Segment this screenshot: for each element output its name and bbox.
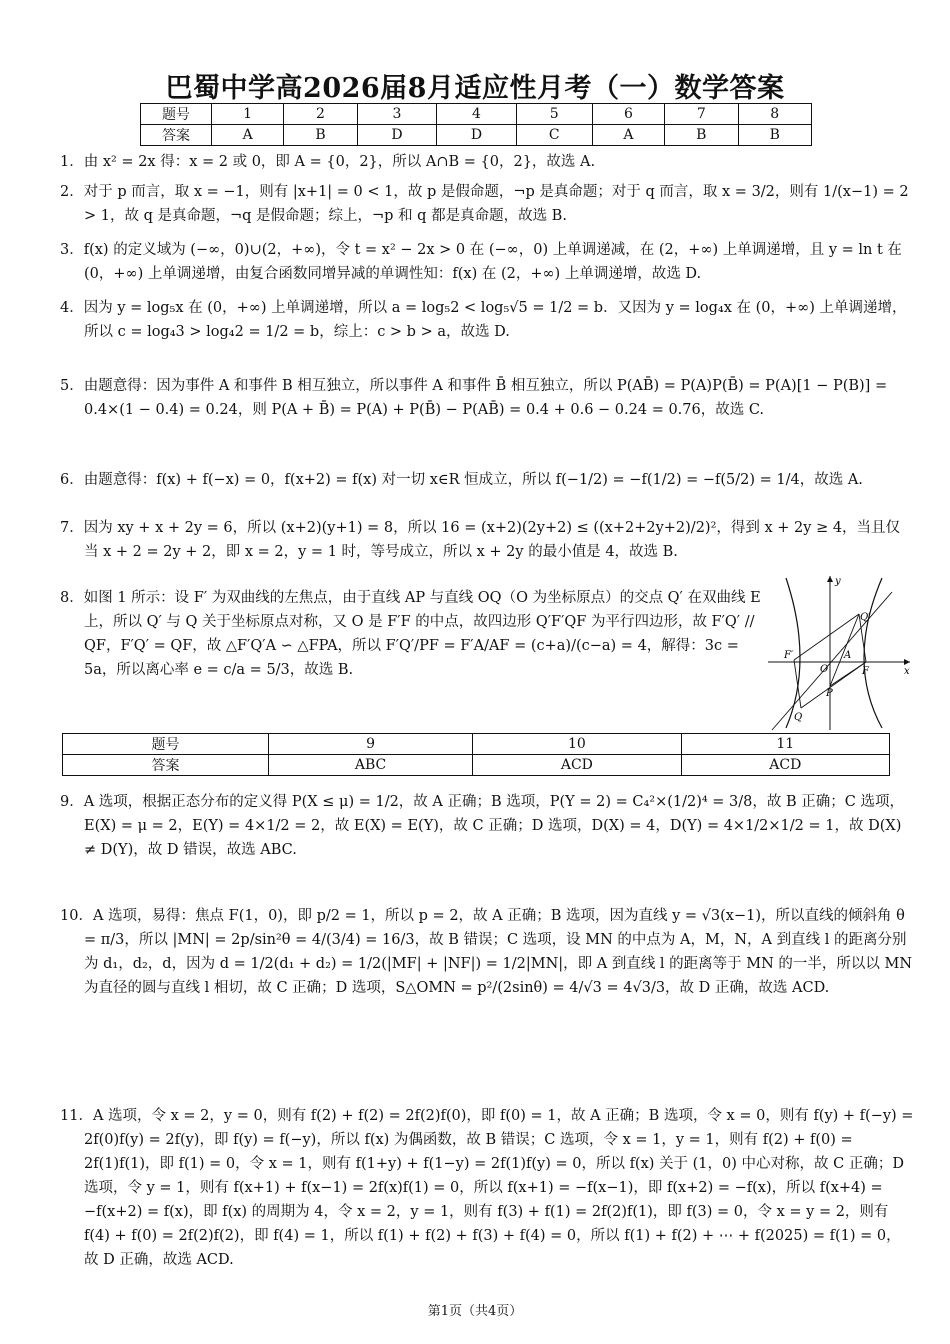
label-A: A: [844, 650, 852, 661]
table-row-numbers: [141, 104, 812, 125]
table-row-answers: [141, 125, 812, 146]
table-cell: D: [357, 125, 437, 146]
page-footer: 第1页（共4页）: [427, 1304, 523, 1319]
x-axis-arrow: [904, 659, 910, 665]
table-cell: B: [738, 125, 811, 146]
solution-10: 10．A 选项，易得：焦点 F(1，0)，即 p/2 = 1，所以 p = 2，故 A 正确；B 选项，因为直线 y = √3(x−1)，所以直线的倾斜角 θ = π/3，所以 |MN| = 2p/sin²θ = 4/(3/4) = 16/3，故 B 错误；C 选项，设 MN 的中点为 A，M，N，A 到直线 l 的距离分别为 d₁，d₂，d，因为 d = 1/2(d₁ + d₂) = 1/2(|MF| + |NF|) = 1/2|MN|，即 A 到直线 l 的距离等于 MN 的一半，所以以 MN 为直径的圆与直线 l 相切，故 C 正确；D 选项，S△OMN = p²/(2sinθ) = 4/√3 = 4√3/3，故 D 正确，故选 ACD.: [60, 908, 917, 996]
label-F: F: [862, 666, 869, 677]
answer-table-2: [62, 733, 890, 776]
table-cell: 7: [665, 104, 738, 125]
solution-6: 6．由题意得：f(x) + f(−x) = 0，f(x+2) = f(x) 对一切 x∈R 恒成立，所以 f(−1/2) = −f(1/2) = −f(5/2) = 1/4，故选 A.: [60, 472, 863, 488]
table-cell: ACD: [681, 755, 889, 776]
table-cell: 11: [681, 734, 889, 755]
line-PF: [830, 662, 866, 686]
solution-7: 7．因为 xy + x + 2y = 6，所以 (x+2)(y+1) = 8，所以 16 = (x+2)(2y+2) ≤ ((x+2+2y+2)/2)²，得到 x + 2y ≥ 4，当且仅当 x + 2 = 2y + 2，即 x = 2，y = 1 时，等号成立，所以 x + 2y 的最小值是 4，故选 B.: [60, 520, 901, 560]
solution-1: 1．由 x² = 2x 得：x = 2 或 0，即 A = {0，2}，所以 A∩B = {0，2}，故选 A.: [60, 154, 596, 170]
table-cell: 4: [437, 104, 517, 125]
label-Q-prime: Q′: [860, 612, 871, 623]
label-O: O: [820, 664, 829, 675]
table-cell: D: [437, 125, 517, 146]
solution-8: 8．如图 1 所示：设 F′ 为双曲线的左焦点，由于直线 AP 与直线 OQ（O 为坐标原点）的交点 Q′ 在双曲线 E 上，所以 Q′ 与 Q 关于坐标原点对称，又 O 是 F′F 的中点，故四边形 Q′F′QF 为平行四边形，故 F′Q′ // QF，F′Q′ = QF，故 △F′Q′A ∽ △FPA，所以 F′Q′/PF = F′A/AF = (c+a)/(c−a) = 4，解得：3c = 5a，所以离心率 e = c/a = 5/3，故选 B.: [60, 590, 766, 678]
table-cell: 5: [516, 104, 592, 125]
answer-table-1: [140, 103, 812, 146]
table-cell: 9: [269, 734, 473, 755]
label-F-prime: F′: [784, 650, 794, 661]
table-cell: 8: [738, 104, 811, 125]
hyperbola-figure: [764, 572, 914, 732]
label-Q: Q: [794, 712, 803, 723]
table-cell: 1: [212, 104, 284, 125]
row-label: 题号: [63, 734, 269, 755]
table-cell: B: [284, 125, 357, 146]
table-row-answers: [63, 755, 890, 776]
page-title: 巴蜀中学高2026届8月适应性月考（一）数学答案: [165, 73, 785, 104]
table-cell: A: [592, 125, 664, 146]
table-cell: ACD: [473, 755, 681, 776]
solution-3: 3．f(x) 的定义域为 (−∞，0)∪(2，+∞)，令 t = x² − 2x > 0 在 (−∞，0) 上单调递减，在 (2，+∞) 上单调递增，且 y = ln t 在 (0，+∞) 上单调递增，由复合函数同增异减的单调性知：f(x) 在 (2，+∞) 上单调递增，故选 D.: [60, 242, 907, 282]
solution-5: 5．由题意得：因为事件 A 和事件 B 相互独立，所以事件 A 和事件 B̄ 相互独立，所以 P(AB̄) = P(A)P(B̄) = P(A)[1 − P(B)] = 0.4×(1 − 0.4) = 0.24，则 P(A + B̄) = P(A) + P(B̄) − P(AB̄) = 0.4 + 0.6 − 0.24 = 0.76，故选 C.: [60, 378, 892, 418]
table-row-numbers: [63, 734, 890, 755]
y-axis-arrow: [827, 576, 833, 582]
y-axis-label: y: [835, 576, 841, 587]
table-cell: 10: [473, 734, 681, 755]
table-cell: 6: [592, 104, 664, 125]
solution-4: 4．因为 y = log₅x 在 (0，+∞) 上单调递增，所以 a = log₅2 < log₅√5 = 1/2 = b．又因为 y = log₄x 在 (0，+∞) 上单调递增，所以 c = log₄3 > log₄2 = 1/2 = b，综上：c > b > a，故选 D.: [60, 300, 907, 340]
table-cell: B: [665, 125, 738, 146]
table-cell: 2: [284, 104, 357, 125]
x-axis-label: x: [904, 666, 910, 677]
solution-2: 2．对于 p 而言，取 x = −1，则有 |x+1| = 0 < 1，故 p 是假命题，¬p 是真命题；对于 q 而言，取 x = 3/2，则有 1/(x−1) = 2 > 1，故 q 是真命题，¬q 是假命题；综上，¬p 和 q 都是真命题，故选 B.: [60, 184, 914, 224]
solution-11: 11．A 选项，令 x = 2，y = 0，则有 f(2) + f(2) = 2f(2)f(0)，即 f(0) = 1，故 A 正确；B 选项，令 x = 0，则有 f(y) + f(−y) = 2f(0)f(y) = 2f(y)，即 f(y) = f(−y)，所以 f(x) 为偶函数，故 B 错误；C 选项，令 x = 1，y = 1，则有 f(2) + f(0) = 2f(1)f(1)，即 f(1) = 0，令 x = 1，则有 f(1+y) + f(1−y) = 2f(1)f(y) = 0，所以 f(x) 关于 (1，0) 中心对称，故 C 正确；D 选项，令 y = 1，则有 f(x+1) + f(x−1) = 2f(x)f(1) = 0，所以 f(x+1) = −f(x−1)，即 f(x+2) = −f(x)，所以 f(x+4) = −f(x+2) = f(x)，即 f(x) 的周期为 4，令 x = 2，y = 1，则有 f(3) + f(1) = 2f(2)f(1)，即 f(3) = 0，令 x = y = 2，则有 f(4) + f(0) = 2f(2)f(2)，即 f(4) = 1，所以 f(1) + f(2) + f(3) + f(4) = 0，所以 f(1) + f(2) + ⋯ + f(2025) = f(1) = 0，故 D 正确，故选 ACD.: [60, 1108, 919, 1268]
table-cell: 3: [357, 104, 437, 125]
table-cell: A: [212, 125, 284, 146]
label-P: P: [826, 688, 833, 699]
row-label: 答案: [141, 125, 212, 146]
row-label: 答案: [63, 755, 269, 776]
row-label: 题号: [141, 104, 212, 125]
table-cell: C: [516, 125, 592, 146]
table-cell: ABC: [269, 755, 473, 776]
hyperbola-right-branch: [864, 578, 882, 728]
solution-9: 9．A 选项，根据正态分布的定义得 P(X ≤ μ) = 1/2，故 A 正确；B 选项，P(Y = 2) = C₄²×(1/2)⁴ = 3/8，故 B 正确；C 选项，E(X) = μ = 2，E(Y) = 4×1/2 = 2，故 E(X) = E(Y)，故 C 正确；D 选项，D(X) = 4，D(Y) = 4×1/2×1/2 = 1，故 D(X) ≠ D(Y)，故 D 错误，故选 ABC.: [60, 794, 906, 858]
